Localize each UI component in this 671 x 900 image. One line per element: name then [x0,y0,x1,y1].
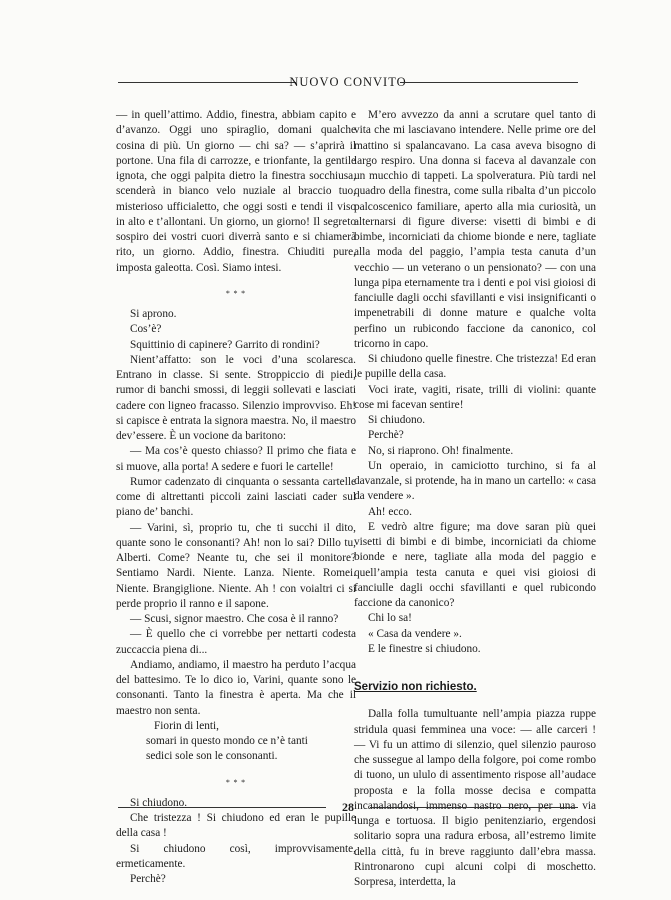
paragraph: Voci irate, vagiti, risate, trilli di violini: quante cose mi facevan sentire! [354,383,596,411]
section-ornament: * * * [225,777,247,787]
section-ornament: * * * [225,288,247,298]
paragraph: — Ma cos’è questo chiasso? Il primo che fiata e si muove, alla porta! A sedere e fuori le cartelle! [116,445,356,473]
paragraph: No, si riaprono. Oh! finalmente. [368,444,514,457]
paragraph: Si chiudono. [130,796,188,809]
paragraph: E le finestre si chiudono. [368,642,481,655]
running-header [118,75,578,89]
paragraph: — Varini, sì, proprio tu, che ti succhi il dito, quante sono le consonanti? Ah! non lo sai? Dillo tu, Alberti. Come? Neante tu, che sei il monitore? Sentiamo Nardi. Niente. Lanza. Niente. Romei. Niente. Brangiglione. Niente. Ah ! con voialtri ci si perde proprio il ranno e il sapone. [116,521,356,610]
paragraph: Si chiudono. [368,414,426,426]
paragraph: Che tristezza ! Si chiudono ed eran le pupille della casa ! [116,812,356,840]
verse-line: somari in questo mondo ce n’è tanti [146,735,308,747]
paragraph: Rumor cadenzato di cinquanta o sessanta cartelle come di altrettanti piccoli zaini lasciati cader sul piano de’ banchi. [116,475,356,519]
journal-title: NUOVO CONVITO [289,75,407,89]
paragraph: — Scusi, signor maestro. Che cosa è il ranno? [130,613,339,625]
right-column [354,108,596,890]
paragraph: Dalla folla tumultuante nell’ampia piazza ruppe stridula quasi femminea una voce: — alle carceri ! — Vi fu un attimo di silenzio, quel silenzio pauroso che sussegue al lampo della folgore, poi come rombo di tuono, un ululo di assentimento rispose all’audace proposta e la folla mosse decisa e compatta incanalandosi, immenso nastro nero, per una via lunga e tortuosa. Il bigio penitenziario, ergendosi solitario sopra una radura erbosa, all’estremo limite della città, fu in breve raggiunto dall’ebra massa. Rintronarono cupi alcuni colpi di moschetto. Sorpresa, interdetta, la [354,708,596,888]
paragraph: Si aprono. [130,308,177,320]
footer-rule-right [370,807,578,808]
page-footer [118,800,578,814]
paragraph: Cos’è? [130,323,162,336]
paragraph: Squittinio di capinere? Garrito di rondini? [130,338,320,351]
paragraph: Perchè? [130,873,166,885]
paragraph: — È quello che ci vorrebbe per nettarti codesta zuccaccia piena di... [116,628,356,656]
verse-line: sedici sole son le consonanti. [146,750,278,763]
paragraph: Andiamo, andiamo, il maestro ha perduto l’acqua del battesimo. Te lo dico io, Varini, quante sono le consonanti. Tanto la finestra è aperta. Ma che il maestro non senta. [116,658,356,717]
paragraph: Si chiudono così, improvvisamente, ermeticamente. [116,842,356,870]
paragraph: Chi lo sa! [368,612,412,625]
paragraph: E vedrò altre figure; ma dove saran più quei visetti di bimbi e di bimbe, incorniciati da chiome bionde e nere, tagliate alla moda del paggio e quell’ampia testa canuta e quei visi gioiosi di fanciulle dagli occhi sfavillanti e quel rubicondo faccione da canonico? [354,520,596,609]
paragraph: M’ero avvezzo da anni a scrutare quel tanto di vita che mi lasciavano intendere. Nelle prime ore del mattino si spalancavano. La casa aveva bisogno di largo respiro. Una donna si faceva al davanzale con un mucchio di tappeti. La spolveratura. Più tardi nel quadro della finestra, come sulla ribalta d’un piccolo palcoscenico familiare, aperto alla mia curiosità, un alternarsi di figure diverse: visetti di bimbi e di bimbe, incorniciati da chiome bionde e nere, tagliate alla moda del paggio, l’ampia testa canuta d’un vecchio — un veterano o un pensionato? — con una lunga pipa eternamente tra i denti e poi visi gioiosi di fanciulle dagli occhi sfavillanti e visi insignificanti o impenetrabili di donne mature e qualche volta perfino un rubicondo faccione da canonico, col tricorno in capo. [354,109,596,350]
paragraph: Un operaio, in camiciotto turchino, si fa al davanzale, si protende, ha in mano un cartello: « casa da vendere ». [354,459,596,503]
paragraph: Perchè? [368,429,404,442]
page-number: 28 [342,800,354,814]
paragraph: Nient’affatto: son le voci d’una scolaresca. Entrano in classe. Si sente. Stroppiccio di piedi, rumor di banchi smossi, di leggii sollevati e lasciati cadere con ligneo fracasso. Silenzio improvviso. Eh! si capisce è entrata la signora maestra. No, il maestro dev’essere. È un vocione da baritono: [116,353,356,442]
paragraph: — in quell’attimo. Addio, finestra, abbiam capito e d’avanzo. Oggi uno spiraglio, domani qualche cosina di più. Un giorno — chi sa? — s’aprirà il portone. Una fila di carrozze, e trionfante, la gentile ignota, che oggi palpita dietro la finestra socchiusa, scenderà in bianco velo nuziale al braccio tuo, misterioso ufficialetto, che oggi sosti e tendi il viso in alto e t’allontani. Un giorno, un giorno! Il segreto sospiro dei vostri cuori diverrà santo e si chiamerà rito, un giorno. Addio, finestra. Chiuditi pure, imposta galeotta. Così. Siamo intesi. [116,109,356,274]
header-rule-right [400,82,578,83]
paragraph: Ah! ecco. [368,505,412,518]
paragraph: « Casa da vendere ». [368,627,462,640]
left-column [116,108,356,887]
paragraph: Si chiudono quelle finestre. Che tristezza! Ed eran le pupille della casa. [354,353,596,381]
section-heading: Servizio non richiesto. [354,681,477,693]
verse-line: Fiorin di lenti, [154,719,219,732]
